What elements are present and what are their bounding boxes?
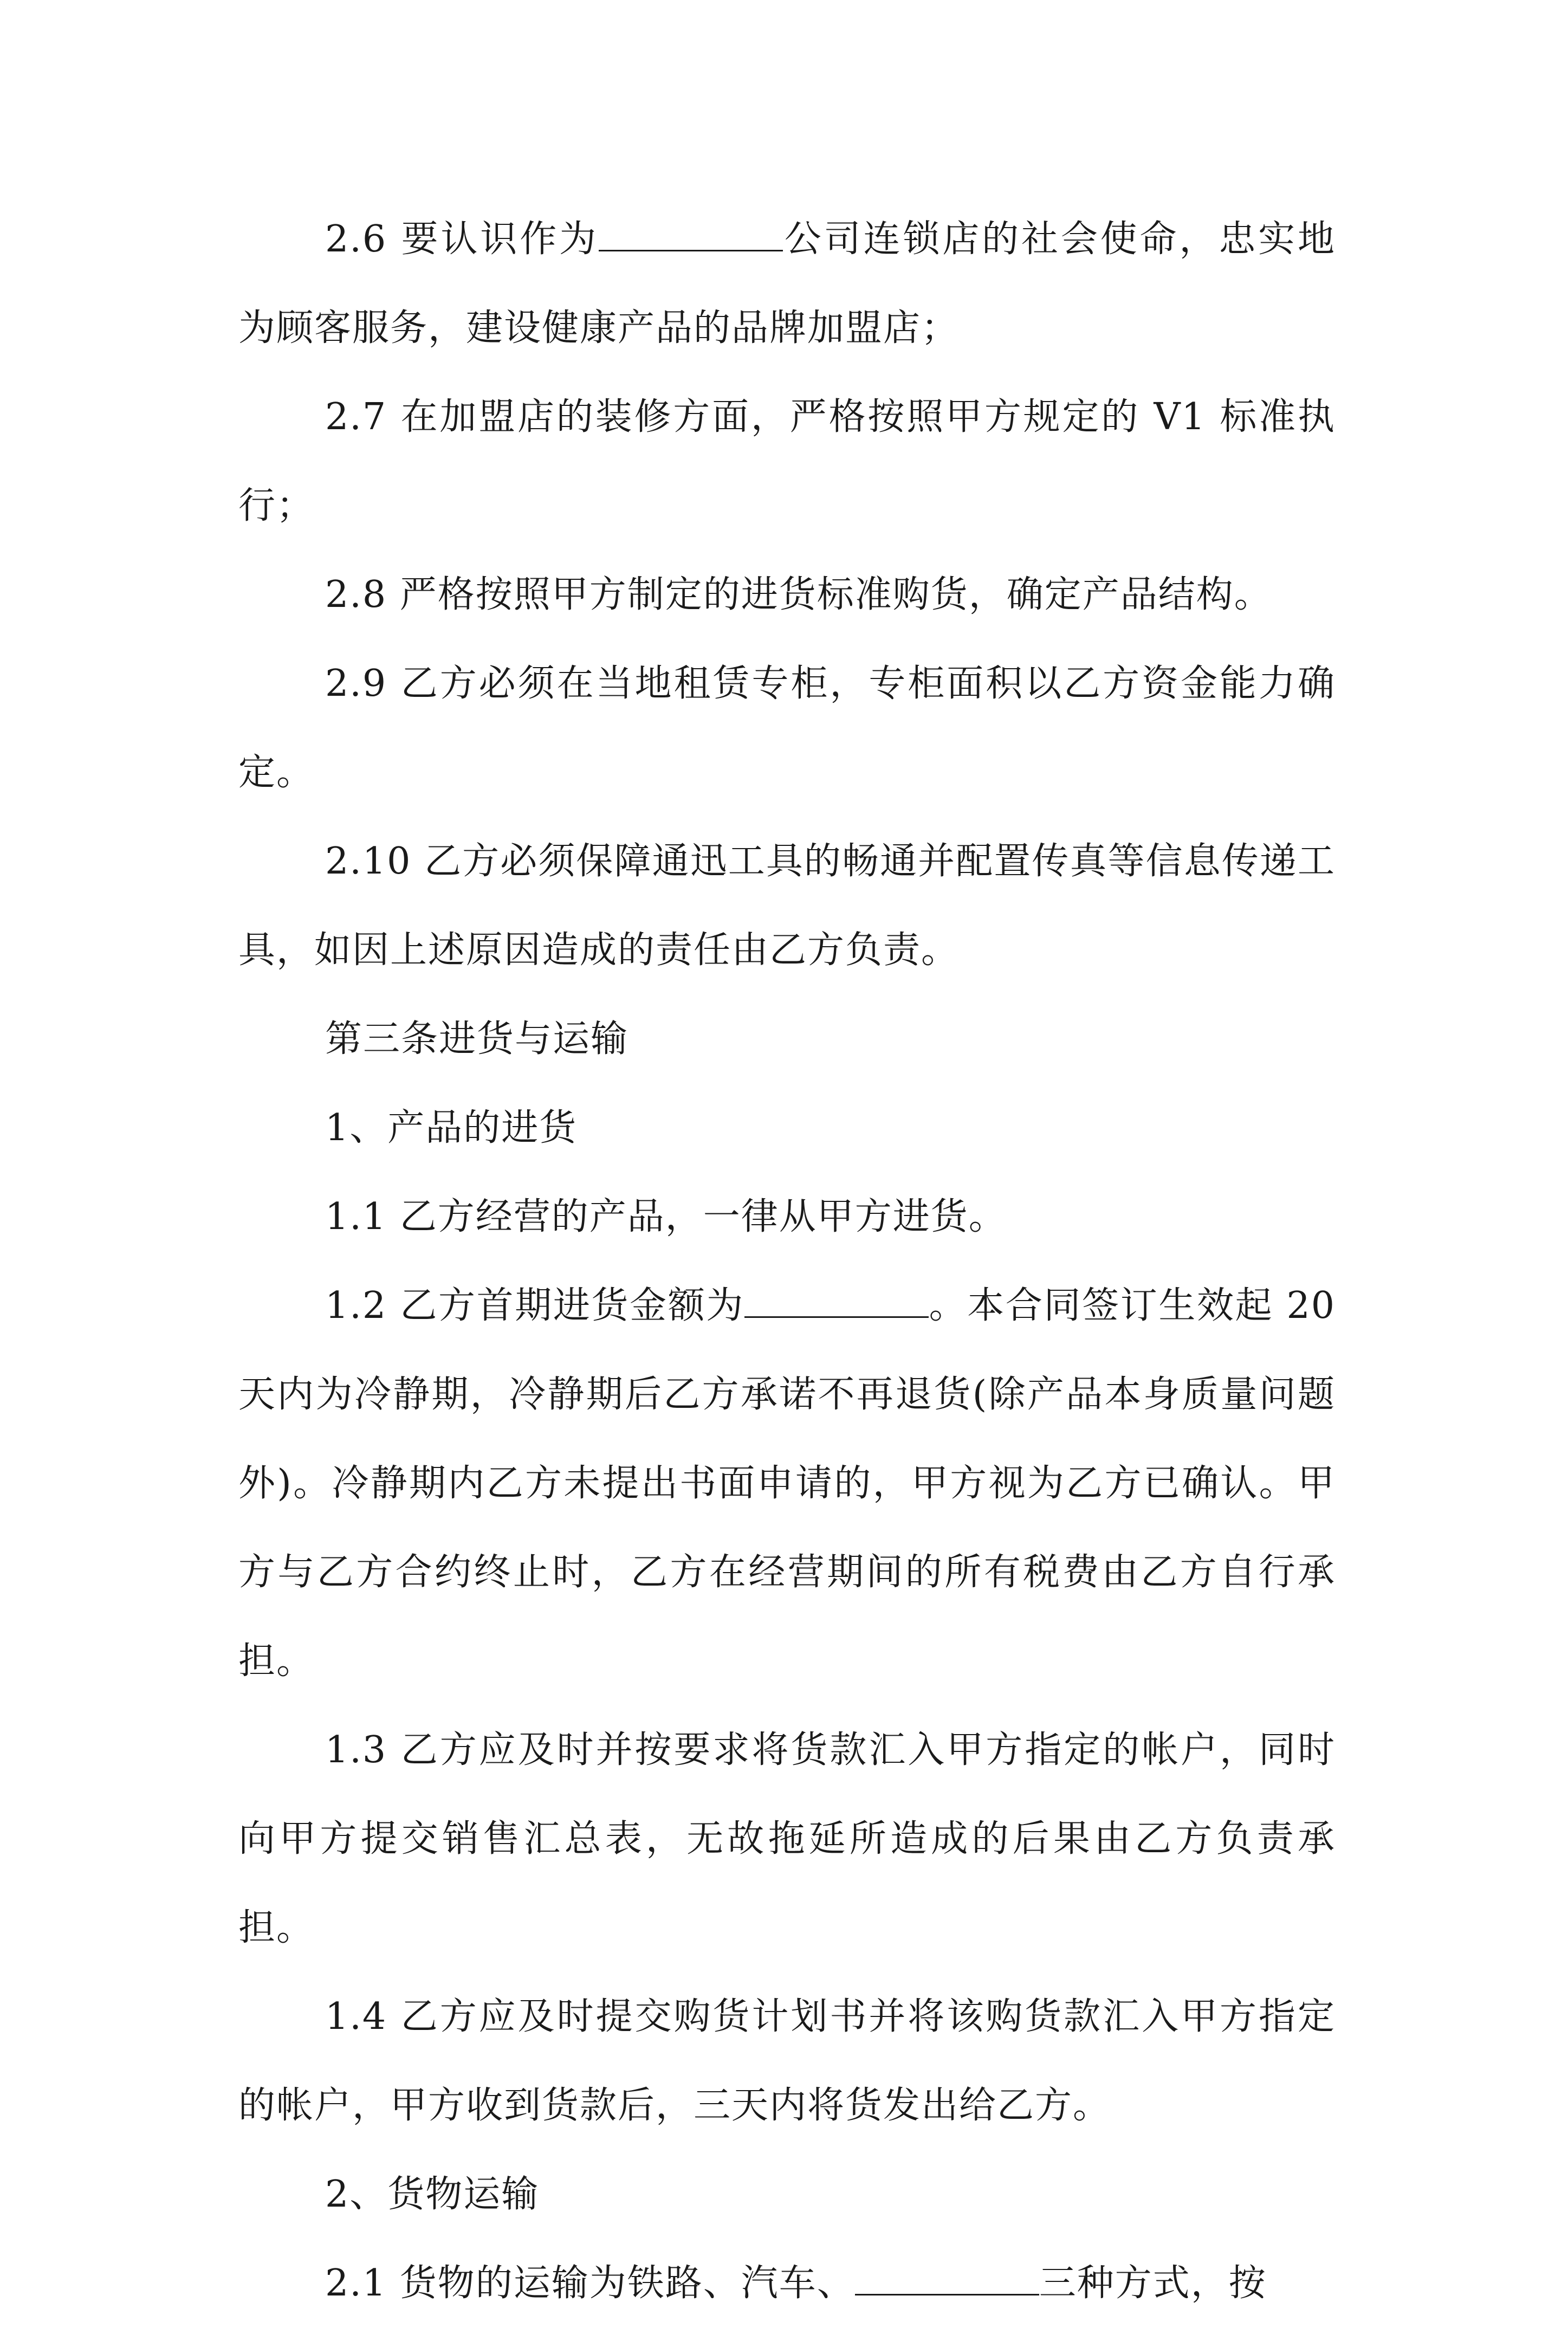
clause-2-1-text-after: 三种方式，按 (1039, 2262, 1267, 2305)
fill-in-blank-amount (744, 1284, 929, 1318)
subsection-2-title: 2、货物运输 (325, 2173, 540, 2216)
fill-in-blank-transport (855, 2261, 1039, 2295)
clause-1-4: 1.4 乙方应及时提交购货计划书并将该购货款汇入甲方指定的帐户，甲方收到货款后，三天内将货发出给乙方。 (238, 1995, 1336, 2127)
clause-2-1-text-before: 2.1 货物的运输为铁路、汽车、 (325, 2262, 855, 2305)
section-3-title: 第三条进货与运输 (325, 1018, 629, 1060)
fill-in-blank-company (599, 217, 783, 251)
clause-1-1: 1.1 乙方经营的产品，一律从甲方进货。 (325, 1195, 1007, 1238)
clause-1-3: 1.3 乙方应及时并按要求将货款汇入甲方指定的帐户，同时向甲方提交销售汇总表，无故拖延所造成的后果由乙方负责承担。 (238, 1729, 1336, 1949)
clause-2-7: 2.7 在加盟店的装修方面，严格按照甲方规定的 V1 标准执行； (238, 396, 1336, 527)
clause-1-2-text-before: 1.2 乙方首期进货金额为 (325, 1284, 744, 1327)
clause-1-2 (238, 1262, 1336, 1706)
clause-2-9: 2.9 乙方必须在当地租赁专柜，专柜面积以乙方资金能力确定。 (238, 662, 1336, 794)
clause-2-6-text-after: 公司连锁店的社会使命，忠实地为顾客服务，建设健康产品的品牌加盟店； (238, 218, 1336, 350)
clause-2-6-text-before: 2.6 要认识作为 (325, 218, 599, 261)
clause-2-6 (238, 195, 1336, 373)
clause-2-1 (238, 2239, 1336, 2328)
clause-2-8: 2.8 严格按照甲方制定的进货标准购货，确定产品结构。 (325, 573, 1272, 616)
document-body (238, 195, 1336, 2328)
subsection-1-title: 1、产品的进货 (325, 1107, 578, 1149)
clause-1-2-text-after: 。本合同签订生效起 20 天内为冷静期，冷静期后乙方承诺不再退货(除产品本身质量问题外)。冷静期内乙方未提出书面申请的，甲方视为乙方已确认。甲方与乙方合约终止时，乙方在经营期间的所有税费由乙方自行承担。 (238, 1284, 1336, 1683)
clause-2-10: 2.10 乙方必须保障通迅工具的畅通并配置传真等信息传递工具，如因上述原因造成的责任由乙方负责。 (238, 840, 1336, 972)
